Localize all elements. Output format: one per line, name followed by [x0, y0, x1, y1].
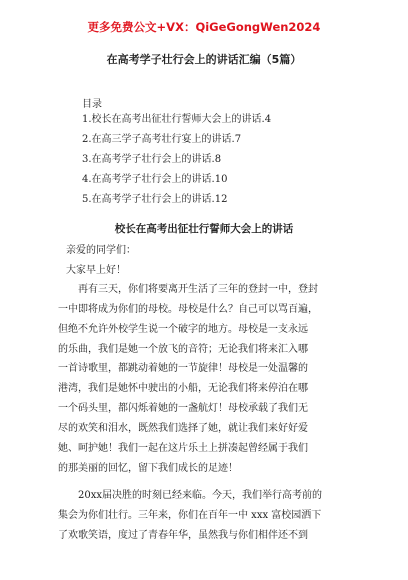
toc-item[interactable]: 3.在高考学子壮行会上的讲话.8 — [82, 154, 222, 165]
toc-item[interactable]: 2.在高三学子高考壮行宴上的讲话.7 — [82, 134, 242, 145]
table-of-contents — [82, 110, 382, 210]
toc-item[interactable]: 5.在高考学子壮行会上的讲话.12 — [82, 194, 228, 205]
text-line: 了欢歌笑语，度过了青春年华，虽然我与你们相伴还不到 — [58, 530, 308, 541]
text-line: 一中即将成为你们的母校。母校是什么？自己可以骂百遍， — [58, 304, 318, 315]
text-line: 港湾，我们是她怀中驶出的小船，无论我们将来停泊在哪 — [58, 383, 308, 394]
promo-banner: 更多免费公文+VX：QiGeGongWen2024 — [87, 20, 321, 34]
text-line: 但绝不允许外校学生说一个破字的地方。母校是一支永远 — [58, 324, 308, 335]
toc-item[interactable]: 4.在高考学子壮行会上的讲话.10 — [82, 174, 228, 185]
text-line: 一首诗歌里，都跳动着她的一节旋律！母校是一处温馨的 — [58, 363, 308, 374]
text-line: 的那美丽的回忆，留下我们成长的足迹！ — [58, 463, 238, 474]
section-title: 校长在高考出征壮行誓师大会上的讲话 — [114, 223, 294, 235]
toc-heading: 目录 — [82, 99, 102, 110]
text-line: 20xx届决胜的时刻已经来临。今天，我们举行高考前的 — [78, 490, 323, 501]
opening-line: 大家早上好！ — [66, 265, 126, 276]
text-line: 再有三天，你们将要离开生活了三年的登封一中，登封 — [78, 284, 318, 295]
text-line: 她、呵护她！我们一起在这片乐土上拼凑起曾经属于我们 — [58, 443, 308, 454]
document-title: 在高考学子壮行会上的讲话汇编（5篇） — [106, 53, 302, 66]
text-line: 集会为你们壮行。三年来，你们在百年一中 xxx 富校园洒下 — [58, 510, 322, 521]
text-line: 的乐曲，我们是她一个放飞的音符；无论我们将来汇入哪 — [58, 344, 308, 355]
text-line: 尽的欢笑和泪水，既然我们选择了她，就让我们来好好爱 — [58, 423, 308, 434]
greeting: 亲爱的同学们： — [66, 245, 136, 256]
text-line: 一个码头里，都闪烁着她的一盏航灯！母校承载了我们无 — [58, 403, 308, 414]
toc-item[interactable]: 1.校长在高考出征壮行誓师大会上的讲话.4 — [82, 114, 272, 125]
